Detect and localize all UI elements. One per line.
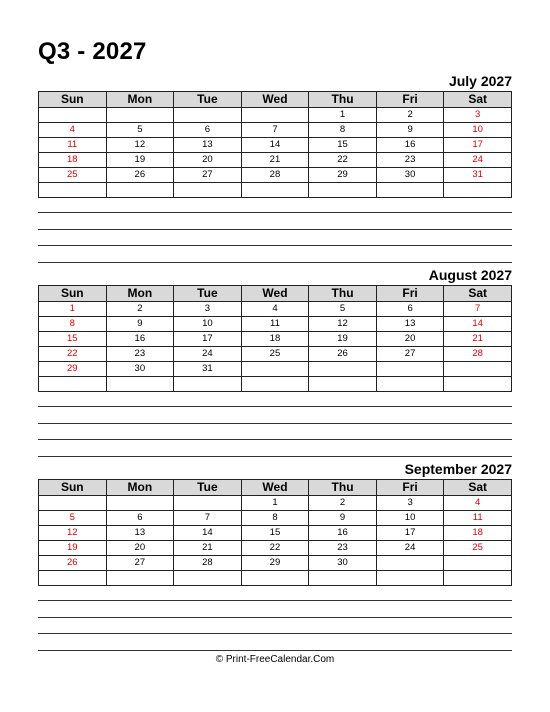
day-cell: 2 [376,108,444,123]
weekday-header: Wed [241,92,309,108]
day-cell [174,108,242,123]
month-title: September 2027 [404,461,512,477]
day-cell: 21 [444,332,512,347]
day-cell: 19 [39,541,107,556]
day-cell: 28 [174,556,242,571]
day-cell: 18 [39,153,107,168]
day-cell: 31 [174,362,242,377]
day-cell: 1 [309,108,377,123]
week-row [39,511,512,526]
day-cell [376,183,444,198]
week-row [39,541,512,556]
weekday-header: Tue [174,480,242,496]
day-cell [106,496,174,511]
day-cell [444,362,512,377]
day-cell [444,183,512,198]
day-cell: 14 [241,138,309,153]
week-row [39,556,512,571]
week-row [39,317,512,332]
note-line [38,600,512,617]
day-cell: 10 [376,511,444,526]
day-cell [444,556,512,571]
day-cell: 22 [241,541,309,556]
note-line [38,423,512,440]
day-cell: 30 [376,168,444,183]
note-line [38,212,512,229]
day-cell: 11 [444,511,512,526]
day-cell: 20 [376,332,444,347]
day-cell: 24 [174,347,242,362]
week-row [39,138,512,153]
day-cell [106,183,174,198]
day-cell: 17 [444,138,512,153]
day-cell: 4 [241,302,309,317]
day-cell: 26 [39,556,107,571]
day-cell: 29 [39,362,107,377]
day-cell: 19 [106,153,174,168]
day-cell [376,556,444,571]
weekday-header: Mon [106,286,174,302]
day-cell: 11 [39,138,107,153]
day-cell: 6 [376,302,444,317]
week-row [39,183,512,198]
day-cell: 29 [241,556,309,571]
week-row [39,571,512,586]
note-line [38,229,512,246]
week-row [39,496,512,511]
day-cell: 6 [106,511,174,526]
day-cell: 6 [174,123,242,138]
calendar-table [38,285,512,392]
weekday-header: Fri [376,286,444,302]
day-cell: 21 [241,153,309,168]
day-cell: 8 [39,317,107,332]
day-cell: 15 [39,332,107,347]
day-cell: 24 [376,541,444,556]
day-cell: 12 [309,317,377,332]
day-cell: 5 [106,123,174,138]
weekday-header: Sun [39,92,107,108]
weekday-header: Tue [174,92,242,108]
weekday-header: Fri [376,92,444,108]
day-cell [309,377,377,392]
day-cell [39,108,107,123]
weekday-header: Sat [444,286,512,302]
day-cell [39,571,107,586]
day-cell: 17 [174,332,242,347]
day-cell: 16 [376,138,444,153]
day-cell: 18 [241,332,309,347]
day-cell: 20 [106,541,174,556]
week-row [39,153,512,168]
day-cell: 5 [39,511,107,526]
day-cell [174,571,242,586]
week-row [39,332,512,347]
day-cell: 23 [106,347,174,362]
day-cell: 23 [376,153,444,168]
day-cell: 22 [39,347,107,362]
weekday-header: Sun [39,480,107,496]
day-cell: 4 [39,123,107,138]
week-row [39,302,512,317]
day-cell: 3 [444,108,512,123]
day-cell: 15 [309,138,377,153]
day-cell: 7 [444,302,512,317]
day-cell: 4 [444,496,512,511]
day-cell [106,571,174,586]
day-cell: 25 [444,541,512,556]
month-august [38,266,512,472]
day-cell: 31 [444,168,512,183]
weekday-header: Sat [444,480,512,496]
week-row [39,526,512,541]
day-cell [39,496,107,511]
month-title: July 2027 [448,73,512,89]
day-cell: 3 [376,496,444,511]
day-cell [241,362,309,377]
day-cell: 11 [241,317,309,332]
day-cell [309,571,377,586]
day-cell [444,377,512,392]
day-cell: 20 [174,153,242,168]
day-cell: 18 [444,526,512,541]
week-row [39,377,512,392]
day-cell: 27 [174,168,242,183]
day-cell: 22 [309,153,377,168]
note-line [38,245,512,262]
day-cell [309,362,377,377]
calendar-table [38,91,512,198]
day-cell [444,571,512,586]
day-cell: 27 [376,347,444,362]
week-row [39,168,512,183]
day-cell [174,183,242,198]
day-cell [309,183,377,198]
day-cell: 2 [106,302,174,317]
weekday-header: Mon [106,480,174,496]
day-cell: 8 [309,123,377,138]
day-cell: 10 [444,123,512,138]
day-cell [174,496,242,511]
week-row [39,347,512,362]
day-cell [241,183,309,198]
page-title: Q3 - 2027 [38,38,147,65]
day-cell: 16 [106,332,174,347]
weekday-header: Thu [309,286,377,302]
day-cell: 29 [309,168,377,183]
day-cell: 1 [39,302,107,317]
note-line [38,633,512,650]
day-cell: 8 [241,511,309,526]
day-cell: 7 [241,123,309,138]
day-cell: 16 [309,526,377,541]
day-cell: 26 [309,347,377,362]
day-cell: 13 [106,526,174,541]
weekday-header: Thu [309,480,377,496]
note-line [38,439,512,456]
weekday-header: Fri [376,480,444,496]
day-cell: 1 [241,496,309,511]
day-cell [376,571,444,586]
day-cell: 26 [106,168,174,183]
day-cell: 9 [106,317,174,332]
day-cell [241,571,309,586]
day-cell: 9 [376,123,444,138]
day-cell: 12 [106,138,174,153]
day-cell [241,108,309,123]
day-cell: 19 [309,332,377,347]
weekday-header: Thu [309,92,377,108]
day-cell [376,377,444,392]
week-row [39,123,512,138]
month-title: August 2027 [428,267,512,283]
week-row [39,108,512,123]
day-cell: 27 [106,556,174,571]
day-cell: 14 [174,526,242,541]
day-cell: 12 [39,526,107,541]
day-cell: 13 [174,138,242,153]
weekday-header: Tue [174,286,242,302]
day-cell: 21 [174,541,242,556]
day-cell: 5 [309,302,377,317]
day-cell [39,377,107,392]
day-cell: 10 [174,317,242,332]
day-cell [241,377,309,392]
day-cell [174,377,242,392]
day-cell [106,108,174,123]
week-row [39,362,512,377]
note-line [38,406,512,423]
weekday-header: Sun [39,286,107,302]
weekday-header: Wed [241,286,309,302]
day-cell: 3 [174,302,242,317]
day-cell: 14 [444,317,512,332]
day-cell: 13 [376,317,444,332]
footer-credit: © Print-FreeCalendar.Com [215,654,335,665]
day-cell [376,362,444,377]
day-cell: 25 [241,347,309,362]
day-cell: 15 [241,526,309,541]
day-cell: 28 [241,168,309,183]
month-september [38,460,512,666]
day-cell: 17 [376,526,444,541]
weekday-header: Wed [241,480,309,496]
day-cell [106,377,174,392]
day-cell: 9 [309,511,377,526]
weekday-header: Sat [444,92,512,108]
day-cell [39,183,107,198]
day-cell: 7 [174,511,242,526]
note-line [38,617,512,634]
day-cell: 28 [444,347,512,362]
day-cell: 25 [39,168,107,183]
day-cell: 24 [444,153,512,168]
month-july [38,72,512,278]
weekday-header: Mon [106,92,174,108]
day-cell: 2 [309,496,377,511]
weekday-header-row [39,92,512,108]
weekday-header-row [39,286,512,302]
day-cell: 30 [309,556,377,571]
day-cell: 30 [106,362,174,377]
day-cell: 23 [309,541,377,556]
calendar-table [38,479,512,586]
weekday-header-row [39,480,512,496]
